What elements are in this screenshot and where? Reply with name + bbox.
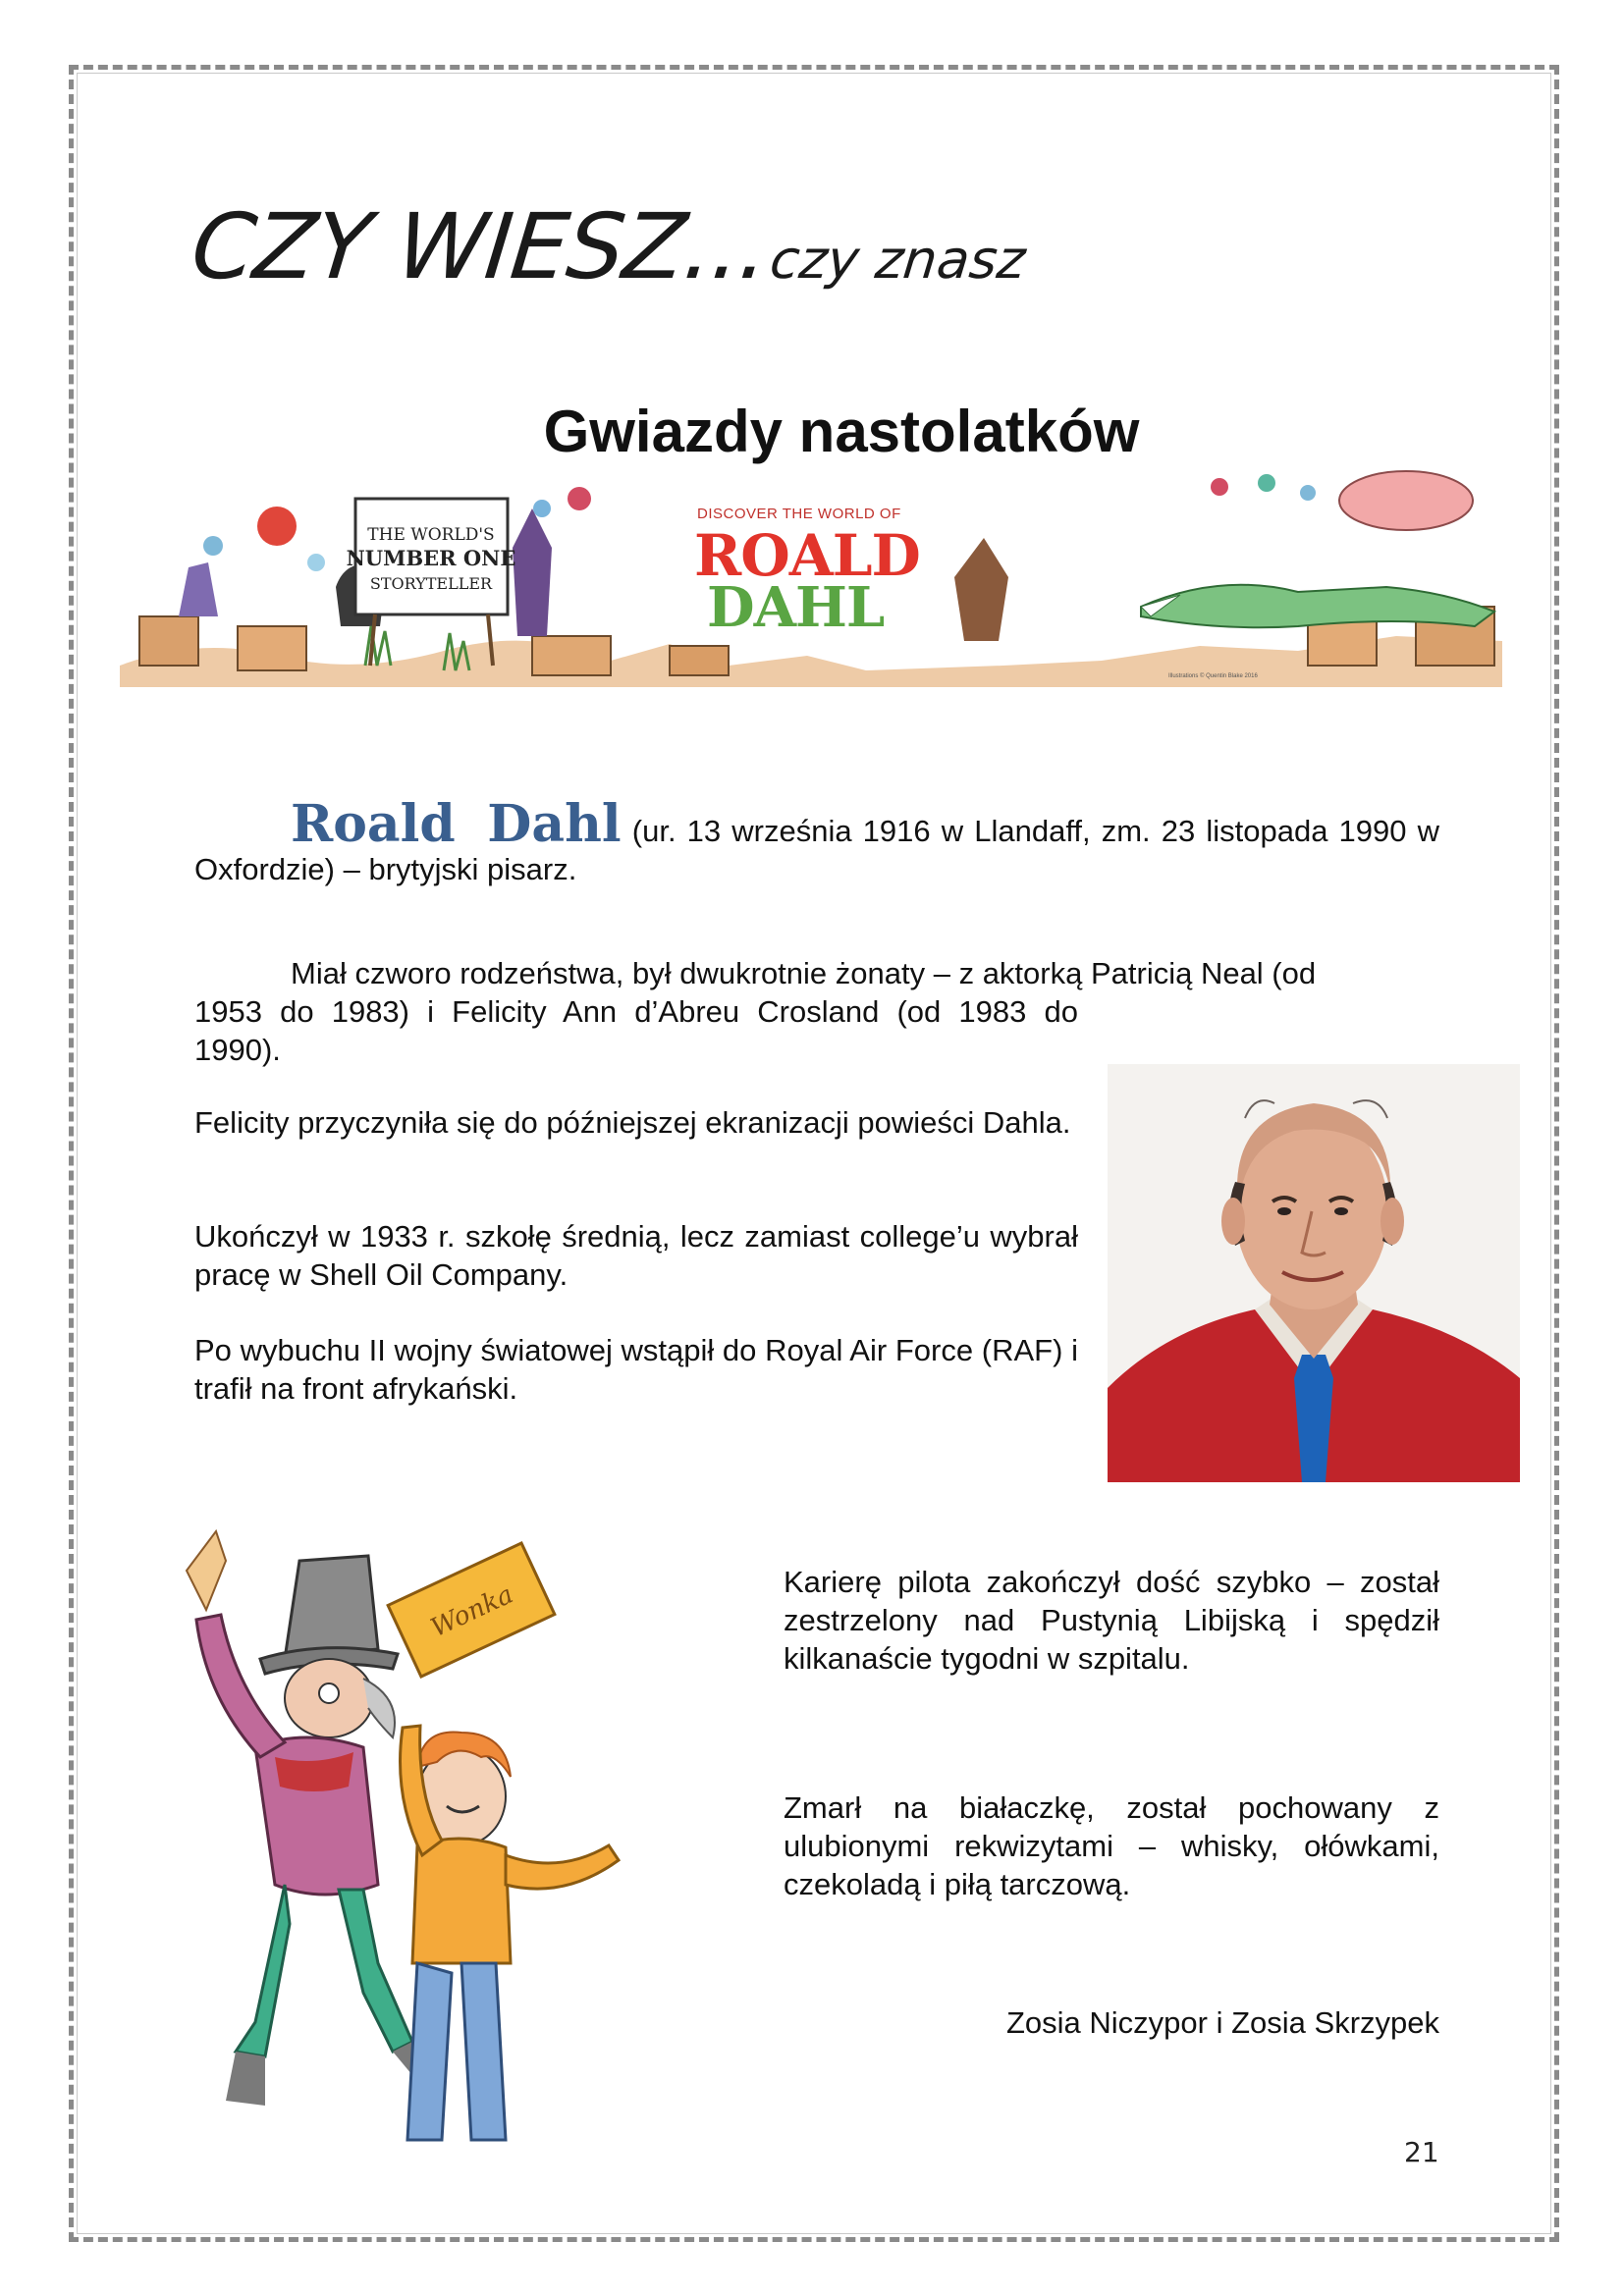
section-heading-sub: czy znasz xyxy=(767,229,1029,291)
author-name: Roald Dahl xyxy=(291,794,622,854)
paragraph-education: Ukończył w 1933 r. szkołę średnią, lecz zamiast college’u wybrał pracę w Shell Oil Company. xyxy=(194,1219,1078,1292)
paragraph-felicity: Felicity przyczyniła się do późniejszej ekranizacji powieści Dahla. xyxy=(194,1105,1071,1140)
intro-text: (ur. 13 września 1916 w Llandaff, zm. 23 listopada 1990 w Oxfordzie) – brytyjski pisarz. xyxy=(194,814,1439,886)
banner-sign-line2: NUMBER ONE xyxy=(346,546,516,570)
paragraph-family-first-line: Miał czworo rodzeństwa, był dwukrotnie żonaty – z aktorką Patricią Neal (od xyxy=(291,956,1317,990)
banner-sign-line3: STORYTELLER xyxy=(369,574,493,593)
banner-sign-line1: THE WORLD'S xyxy=(367,525,495,545)
paragraph-family-rest: 1953 do 1983) i Felicity Ann d’Abreu Crosland (od 1983 do 1990). xyxy=(194,994,1078,1067)
paragraph-death: Zmarł na białaczkę, został pochowany z ulubionymi rekwizytami – whisky, ołówkami, czekoladą i piłą tarczową. xyxy=(784,1790,1439,1901)
paragraph-pilot: Karierę pilota zakończył dość szybko – został zestrzelony nad Pustynią Libijską i spędził kilkanaście tygodni w szpitalu. xyxy=(784,1565,1439,1676)
roald-dahl-portrait xyxy=(1108,1064,1520,1482)
roald-dahl-banner xyxy=(120,469,1502,687)
intro-paragraph xyxy=(194,794,1439,888)
article-authors: Zosia Niczypor i Zosia Skrzypek xyxy=(1005,2005,1439,2040)
golden-ticket-text: Wonka xyxy=(426,1579,518,1644)
banner-credit: Illustrations © Quentin Blake 2016 xyxy=(1168,673,1258,679)
page-number: 21 xyxy=(1404,2136,1439,2168)
section-heading xyxy=(187,194,1032,299)
section-heading-main: CZY WIESZ... xyxy=(187,194,774,299)
paragraph-family xyxy=(194,954,1439,1069)
logo-word-dahl: DAHL xyxy=(707,575,885,640)
wonka-charlie-illustration xyxy=(167,1502,736,2160)
article-title: Gwiazdy nastolatków xyxy=(543,399,1140,464)
paragraph-war: Po wybuchu II wojny światowej wstąpił do Royal Air Force (RAF) i trafił na front afrykański. xyxy=(194,1333,1078,1406)
logo-word-roald: ROALD xyxy=(694,522,920,589)
banner-discover-text: DISCOVER THE WORLD OF xyxy=(697,506,901,522)
